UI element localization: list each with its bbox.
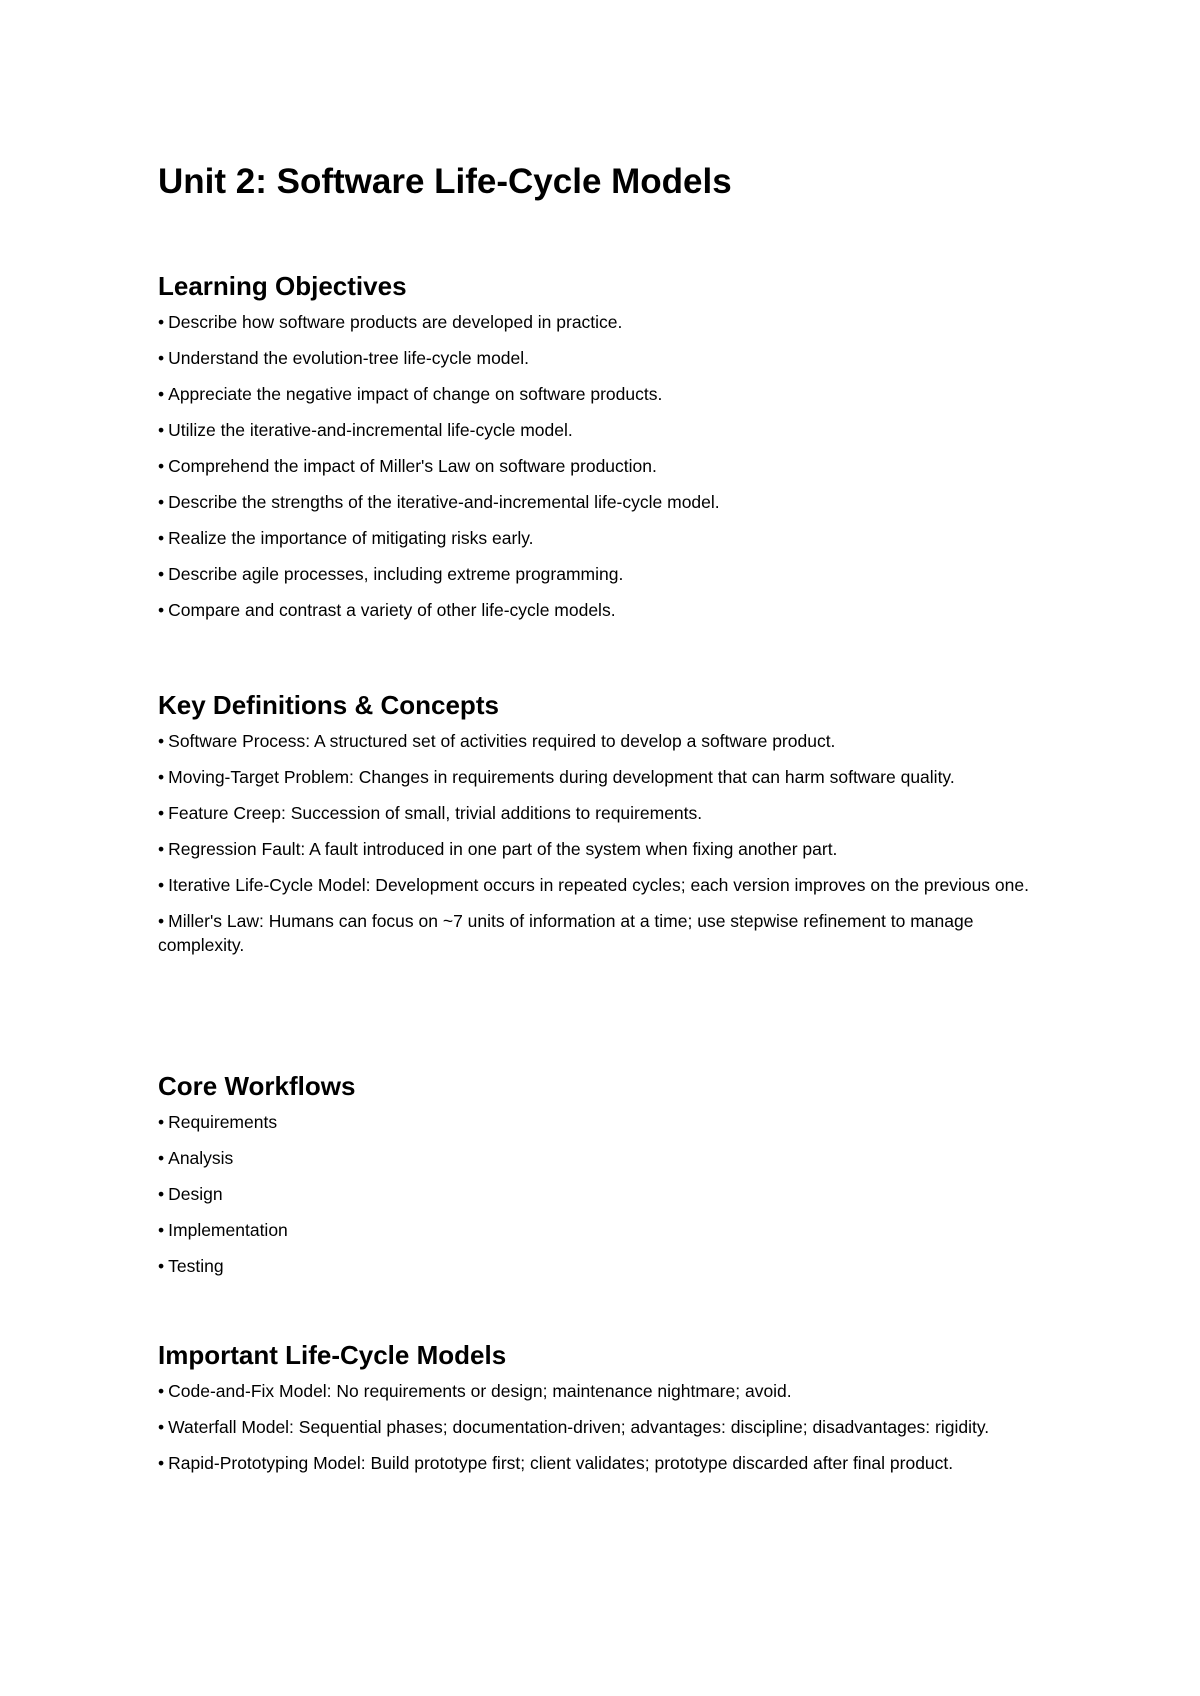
bullet-list	[158, 310, 1058, 622]
list-item	[158, 382, 1058, 406]
bullet-glyph: •	[158, 1453, 165, 1473]
bullet-glyph: •	[158, 839, 165, 859]
bullet-glyph: •	[158, 420, 165, 440]
list-item-text: Miller's Law: Humans can focus on ~7 units of information at a time; use stepwise refinement to manage complexity.	[158, 911, 974, 955]
list-item-text: Realize the importance of mitigating risks early.	[168, 528, 534, 548]
list-item	[158, 1379, 1058, 1403]
list-item	[158, 526, 1058, 550]
bullet-glyph: •	[158, 1220, 165, 1240]
list-item	[158, 1415, 1058, 1439]
list-item-text: Understand the evolution-tree life-cycle model.	[168, 348, 530, 368]
bullet-glyph: •	[158, 312, 165, 332]
list-item	[158, 1182, 1058, 1206]
list-item	[158, 1451, 1058, 1475]
bullet-glyph: •	[158, 600, 165, 620]
list-item	[158, 837, 1058, 861]
list-item-text: Describe agile processes, including extreme programming.	[168, 564, 624, 584]
section-core-workflows	[158, 1071, 1058, 1290]
section-heading: Important Life-Cycle Models	[158, 1340, 507, 1370]
bullet-glyph: •	[158, 875, 165, 895]
list-item	[158, 1146, 1058, 1170]
section-key-definitions	[158, 690, 1058, 969]
list-item-text: Feature Creep: Succession of small, trivial additions to requirements.	[168, 803, 703, 823]
bullet-glyph: •	[158, 767, 165, 787]
list-item	[158, 873, 1058, 897]
bullet-list	[158, 729, 1058, 957]
bullet-list	[158, 1110, 1058, 1278]
section-life-cycle-models	[158, 1340, 1058, 1487]
list-item-text: Describe the strengths of the iterative-and-incremental life-cycle model.	[168, 492, 720, 512]
list-item-text: Waterfall Model: Sequential phases; documentation-driven; advantages: discipline; disadvantages: rigidity.	[168, 1417, 990, 1437]
list-item-text: Analysis	[168, 1148, 234, 1168]
bullet-glyph: •	[158, 803, 165, 823]
list-item-text: Code-and-Fix Model: No requirements or design; maintenance nightmare; avoid.	[168, 1381, 792, 1401]
bullet-glyph: •	[158, 564, 165, 584]
bullet-glyph: •	[158, 731, 165, 751]
list-item	[158, 729, 1058, 753]
bullet-glyph: •	[158, 492, 165, 512]
list-item	[158, 454, 1058, 478]
bullet-list	[158, 1379, 1058, 1475]
list-item-text: Utilize the iterative-and-incremental life-cycle model.	[168, 420, 573, 440]
list-item-text: Compare and contrast a variety of other life-cycle models.	[168, 600, 616, 620]
list-item-text: Regression Fault: A fault introduced in one part of the system when fixing another part.	[168, 839, 838, 859]
bullet-glyph: •	[158, 384, 165, 404]
list-item-text: Moving-Target Problem: Changes in requirements during development that can harm software quality.	[168, 767, 955, 787]
section-heading: Key Definitions & Concepts	[158, 690, 499, 720]
bullet-glyph: •	[158, 1381, 165, 1401]
list-item-text: Rapid-Prototyping Model: Build prototype first; client validates; prototype discarded after final product.	[168, 1453, 954, 1473]
list-item-text: Appreciate the negative impact of change on software products.	[168, 384, 663, 404]
list-item	[158, 1218, 1058, 1242]
bullet-glyph: •	[158, 911, 165, 931]
bullet-glyph: •	[158, 348, 165, 368]
bullet-glyph: •	[158, 528, 165, 548]
bullet-glyph: •	[158, 1256, 165, 1276]
list-item	[158, 310, 1058, 334]
section-heading: Core Workflows	[158, 1071, 356, 1101]
section-heading: Learning Objectives	[158, 271, 407, 301]
list-item-text: Describe how software products are developed in practice.	[168, 312, 623, 332]
list-item-text: Software Process: A structured set of activities required to develop a software product.	[168, 731, 836, 751]
bullet-glyph: •	[158, 1112, 165, 1132]
list-item	[158, 1254, 1058, 1278]
list-item-text: Comprehend the impact of Miller's Law on software production.	[168, 456, 657, 476]
list-item-text: Implementation	[168, 1220, 288, 1240]
list-item-text: Testing	[168, 1256, 224, 1276]
list-item	[158, 598, 1058, 622]
list-item	[158, 562, 1058, 586]
list-item	[158, 490, 1058, 514]
page-title: Unit 2: Software Life-Cycle Models	[158, 162, 732, 201]
list-item-text: Iterative Life-Cycle Model: Development occurs in repeated cycles; each version improves on the previous one.	[168, 875, 1029, 895]
bullet-glyph: •	[158, 1148, 165, 1168]
section-learning-objectives	[158, 271, 1058, 634]
list-item	[158, 1110, 1058, 1134]
list-item	[158, 801, 1058, 825]
list-item	[158, 346, 1058, 370]
list-item-text: Design	[168, 1184, 223, 1204]
list-item	[158, 909, 1058, 957]
list-item	[158, 765, 1058, 789]
list-item	[158, 418, 1058, 442]
list-item-text: Requirements	[168, 1112, 278, 1132]
bullet-glyph: •	[158, 1184, 165, 1204]
bullet-glyph: •	[158, 1417, 165, 1437]
bullet-glyph: •	[158, 456, 165, 476]
